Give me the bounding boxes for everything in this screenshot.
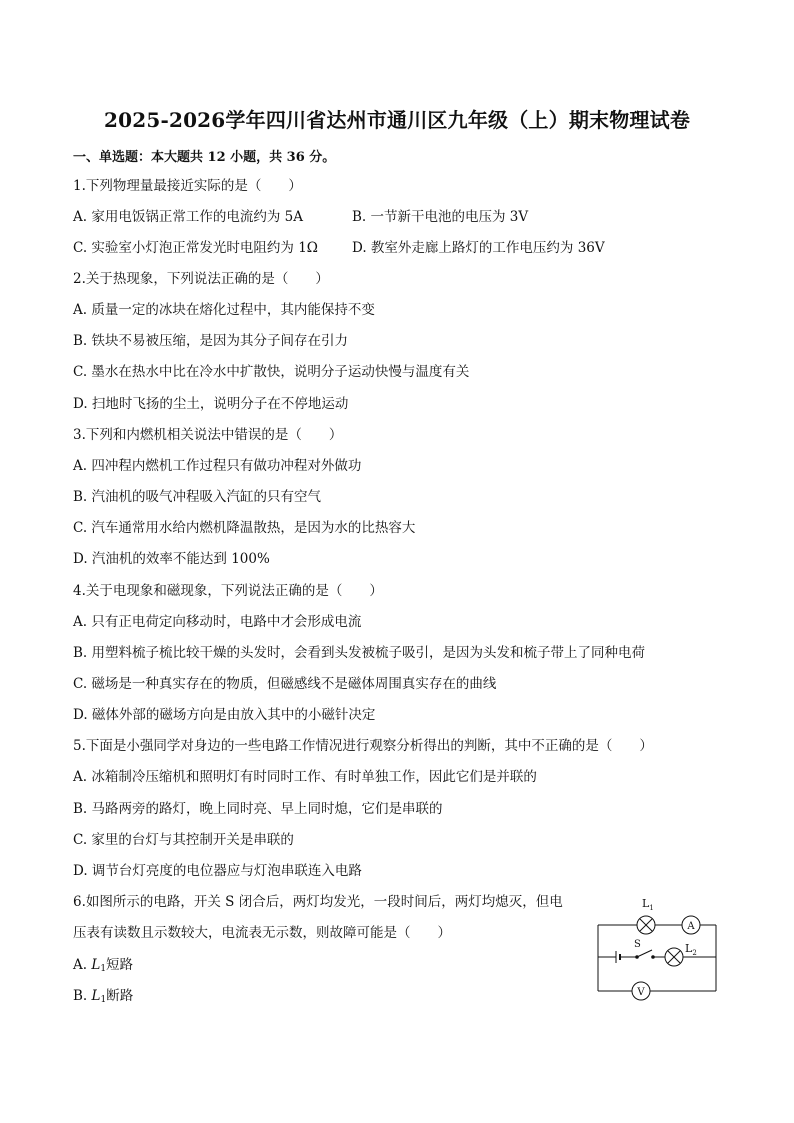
lamp-l2-label: $L_2$ (685, 942, 697, 957)
q6-option-a-var: L (91, 957, 101, 973)
section-heading: 一、单选题：本大题共 12 小题，共 36 分。 (73, 150, 336, 165)
q5-option-d: D. 调节台灯亮度的电位器应与灯泡串联连入电路 (73, 863, 362, 879)
q1-option-b: B. 一节新干电池的电压为 3V (352, 209, 529, 225)
q6-option-b-prefix: B. (73, 988, 92, 1004)
q2-option-a: A. 质量一定的冰块在熔化过程中，其内能保持不变 (73, 302, 375, 318)
q6-option-a-sub: 1 (100, 964, 107, 974)
q6-option-a (73, 956, 133, 978)
q1-stem: 1.下列物理量最接近实际的是（ ） (73, 178, 302, 194)
q4-option-c: C. 磁场是一种真实存在的物质，但磁感线不是磁体周围真实存在的曲线 (73, 676, 497, 692)
q6-stem-line1: 6.如图所示的电路，开关 S 闭合后，两灯均发光，一段时间后，两灯均熄灭，但电 (73, 894, 563, 910)
battery-icon (616, 951, 620, 963)
switch-label: S (634, 939, 641, 950)
q6-option-b-suffix: 断路 (106, 988, 134, 1004)
q2-option-c: C. 墨水在热水中比在冷水中扩散快，说明分子运动快慢与温度有关 (73, 364, 470, 380)
q5-option-c: C. 家里的台灯与其控制开关是串联的 (73, 832, 294, 848)
q6-option-b-var: L (91, 988, 101, 1004)
lamp-l1-label: $L_1$ (642, 897, 654, 912)
q1-option-a: A. 家用电饭锅正常工作的电流约为 5A (73, 209, 303, 225)
q3-option-c: C. 汽车通常用水给内燃机降温散热，是因为水的比热容大 (73, 520, 416, 536)
exam-title: 2025-2026学年四川省达州市通川区九年级（上）期末物理试卷 (103, 108, 691, 132)
q5-option-b: B. 马路两旁的路灯，晚上同时亮、早上同时熄，它们是串联的 (73, 801, 443, 817)
q5-option-a: A. 冰箱制冷压缩机和照明灯有时同时工作、有时单独工作，因此它们是并联的 (73, 769, 537, 785)
q4-option-d: D. 磁体外部的磁场方向是由放入其中的小磁针决定 (73, 707, 376, 723)
ammeter-label: A (687, 921, 695, 932)
q6-option-b-sub: 1 (100, 995, 107, 1005)
q4-option-a: A. 只有正电荷定向移动时，电路中才会形成电流 (73, 614, 362, 630)
q3-option-a: A. 四冲程内燃机工作过程只有做功冲程对外做功 (73, 458, 362, 474)
voltmeter-label: V (637, 987, 645, 998)
q5-stem: 5.下面是小强同学对身边的一些电路工作情况进行观察分析得出的判断，其中不正确的是（ ） (73, 738, 653, 754)
q3-option-b: B. 汽油机的吸气冲程吸入汽缸的只有空气 (73, 489, 322, 505)
q4-stem: 4.关于电现象和磁现象，下列说法正确的是（ ） (73, 583, 383, 599)
q2-option-b: B. 铁块不易被压缩，是因为其分子间存在引力 (73, 333, 349, 349)
q6-option-a-prefix: A. (73, 957, 92, 973)
switch-icon (636, 950, 655, 958)
q6-option-a-suffix: 短路 (106, 957, 134, 973)
lamp-l1-icon (637, 916, 655, 934)
circuit-diagram (590, 893, 720, 1003)
q2-option-d: D. 扫地时飞扬的尘土，说明分子在不停地运动 (73, 396, 349, 412)
q1-option-c: C. 实验室小灯泡正常发光时电阻约为 1Ω (73, 240, 319, 256)
q6-option-b (73, 987, 133, 1009)
q6-stem-line2: 压表有读数且示数较大，电流表无示数，则故障可能是（ ） (73, 925, 451, 941)
q4-option-b: B. 用塑料梳子梳比较干燥的头发时，会看到头发被梳子吸引，是因为头发和梳子带上了同种电荷 (73, 645, 646, 661)
q3-option-d: D. 汽油机的效率不能达到 100% (73, 551, 270, 567)
q3-stem: 3.下列和内燃机相关说法中错误的是（ ） (73, 427, 343, 443)
lamp-l2-icon (665, 948, 683, 966)
q2-stem: 2.关于热现象，下列说法正确的是（ ） (73, 271, 329, 287)
q1-option-d: D. 教室外走廊上路灯的工作电压约为 36V (352, 240, 605, 256)
